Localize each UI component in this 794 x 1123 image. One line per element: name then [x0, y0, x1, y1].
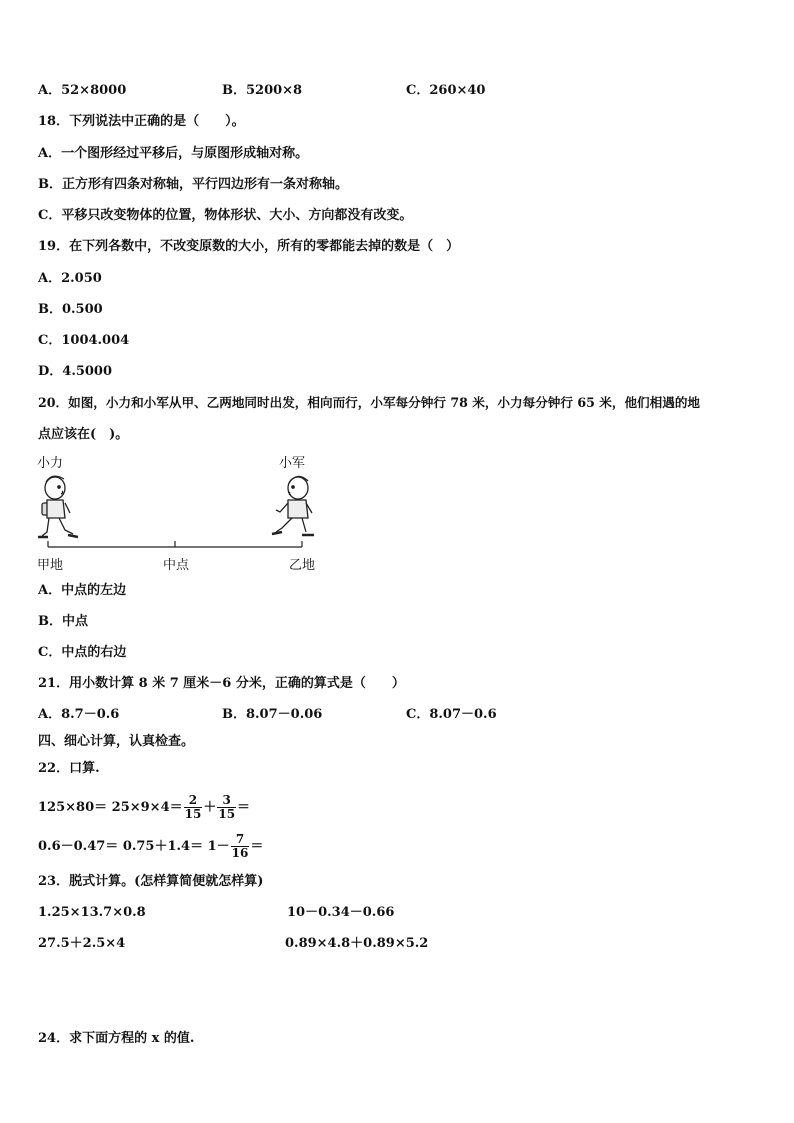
q18-option-b: B．正方形有四条对称轴，平行四边形有一条对称轴。	[38, 177, 348, 192]
q17-option-c: C．260×40	[406, 83, 486, 98]
q18-option-c: C．平移只改变物体的位置，物体形状、大小、方向都没有改变。	[38, 208, 413, 223]
start-point-label: 甲地	[37, 558, 64, 573]
q23-expr-3: 27.5＋2.5×4	[38, 936, 126, 951]
q21-option-b: B．8.07－0.06	[222, 707, 323, 722]
fraction	[231, 833, 250, 860]
fraction	[184, 794, 203, 821]
q17-option-b: B．5200×8	[222, 83, 303, 98]
fraction-numerator: 2	[184, 794, 203, 808]
xiaoli-figure	[38, 476, 78, 537]
end-point-label: 乙地	[289, 558, 316, 573]
q19-option-a: A．2.050	[38, 271, 102, 286]
q23-expr-1: 1.25×13.7×0.8	[38, 905, 146, 920]
q17-option-a: A．52×8000	[38, 83, 127, 98]
xiaojun-figure	[272, 476, 314, 535]
q20-stem-line2: 点应该在( )。	[38, 427, 129, 442]
xiaojun-label: 小军	[279, 456, 306, 471]
fraction-numerator: 7	[231, 833, 250, 847]
q19-option-d: D．4.5000	[38, 364, 113, 379]
q22-row2	[38, 833, 263, 863]
equals-sign: ＝	[237, 800, 251, 815]
fraction	[217, 794, 236, 821]
q21-stem: 21．用小数计算 8 米 7 厘米－6 分米，正确的算式是（ ）	[38, 676, 405, 691]
q22-row1	[38, 794, 250, 824]
q20-option-b: B．中点	[38, 614, 88, 629]
q18-option-a: A．一个图形经过平移后，与原图形成轴对称。	[38, 146, 309, 161]
q22-stem: 22．口算.	[38, 761, 100, 776]
midpoint-label: 中点	[163, 558, 190, 573]
plus-sign: ＋	[203, 800, 217, 815]
equals-sign: ＝	[250, 839, 264, 854]
q22-expr-1: 125×80＝	[38, 800, 108, 815]
q21-option-c: C．8.07－0.6	[406, 707, 497, 722]
q20-option-a: A．中点的左边	[38, 583, 127, 598]
q23-expr-4: 0.89×4.8＋0.89×5.2	[285, 936, 429, 951]
meeting-diagram	[30, 455, 350, 565]
q19-option-b: B．0.500	[38, 302, 103, 317]
fraction-denominator: 16	[231, 846, 249, 860]
q20-option-c: C．中点的右边	[38, 645, 127, 660]
q22-expr-5: 0.75＋1.4＝	[122, 839, 204, 854]
q22-expr-2: 25×9×4＝	[111, 800, 183, 815]
q18-stem: 18．下列说法中正确的是（ ）。	[38, 114, 245, 129]
fraction-numerator: 3	[217, 794, 236, 808]
fraction-denominator: 15	[184, 807, 202, 821]
q24-stem: 24．求下面方程的 x 的值.	[38, 1031, 195, 1046]
q19-stem: 19．在下列各数中，不改变原数的大小，所有的零都能去掉的数是（ ）	[38, 239, 460, 254]
q21-option-a: A．8.7－0.6	[38, 707, 120, 722]
section-heading: 四、细心计算，认真检查。	[38, 734, 195, 749]
q19-option-c: C．1004.004	[38, 333, 130, 348]
q23-stem: 23．脱式计算。(怎样算简便就怎样算)	[38, 874, 264, 889]
q22-expr-6-prefix: 1－	[207, 839, 230, 854]
q23-expr-2: 10－0.34－0.66	[287, 905, 395, 920]
xiaoli-label: 小力	[37, 456, 64, 471]
q22-expr-4: 0.6－0.47＝	[38, 839, 119, 854]
distance-line	[48, 541, 302, 547]
fraction-denominator: 15	[218, 807, 236, 821]
q20-stem-line1: 20．如图，小力和小军从甲、乙两地同时出发，相向而行，小军每分钟行 78 米，小力每分钟行 65 米，他们相遇的地	[38, 395, 701, 410]
